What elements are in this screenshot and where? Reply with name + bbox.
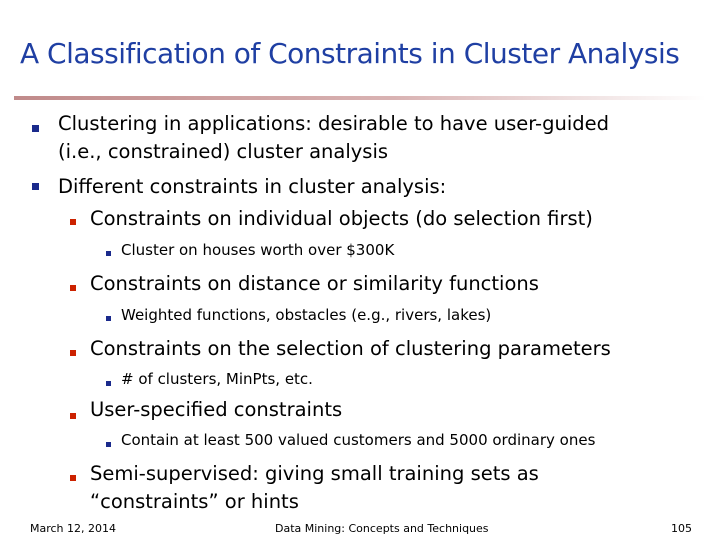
bullet-text: Different constraints in cluster analysis:	[58, 175, 447, 198]
sub-bullet-marker	[70, 285, 76, 291]
sub-bullet-text: Constraints on individual objects (do selection first)	[90, 207, 593, 230]
sub-bullet-marker	[70, 350, 76, 356]
sub-sub-bullet-text: Cluster on houses worth over $300K	[121, 241, 395, 259]
sub-bullet-marker	[70, 219, 76, 225]
slide-title: A Classification of Constraints in Cluster Analysis	[20, 37, 680, 70]
sub-bullet-text: User-specified constraints	[90, 398, 343, 421]
sub-sub-bullet-text: Contain at least 500 valued customers and 5000 ordinary ones	[121, 431, 596, 449]
sub-bullet-text-continued: “constraints” or hints	[90, 490, 299, 513]
sub-sub-bullet-marker	[106, 316, 111, 321]
sub-sub-bullet-text: # of clusters, MinPts, etc.	[121, 370, 313, 388]
bullet-marker	[32, 125, 39, 132]
footer-date: March 12, 2014	[30, 522, 117, 535]
sub-sub-bullet-marker	[106, 251, 111, 256]
page-number: 105	[671, 522, 692, 535]
sub-sub-bullet-text: Weighted functions, obstacles (e.g., rivers, lakes)	[121, 306, 492, 324]
footer-title: Data Mining: Concepts and Techniques	[275, 522, 489, 535]
sub-bullet-text: Constraints on distance or similarity functions	[90, 272, 539, 295]
bullet-text-continued: (i.e., constrained) cluster analysis	[58, 140, 389, 163]
bullet-text: Clustering in applications: desirable to have user-guided	[58, 112, 609, 135]
sub-bullet-marker	[70, 413, 76, 419]
sub-sub-bullet-marker	[106, 442, 111, 447]
sub-bullet-text: Semi-supervised: giving small training sets as	[90, 462, 539, 485]
sub-bullet-text: Constraints on the selection of clustering parameters	[90, 337, 611, 360]
sub-sub-bullet-marker	[106, 381, 111, 386]
sub-bullet-marker	[70, 475, 76, 481]
bullet-marker	[32, 183, 39, 190]
